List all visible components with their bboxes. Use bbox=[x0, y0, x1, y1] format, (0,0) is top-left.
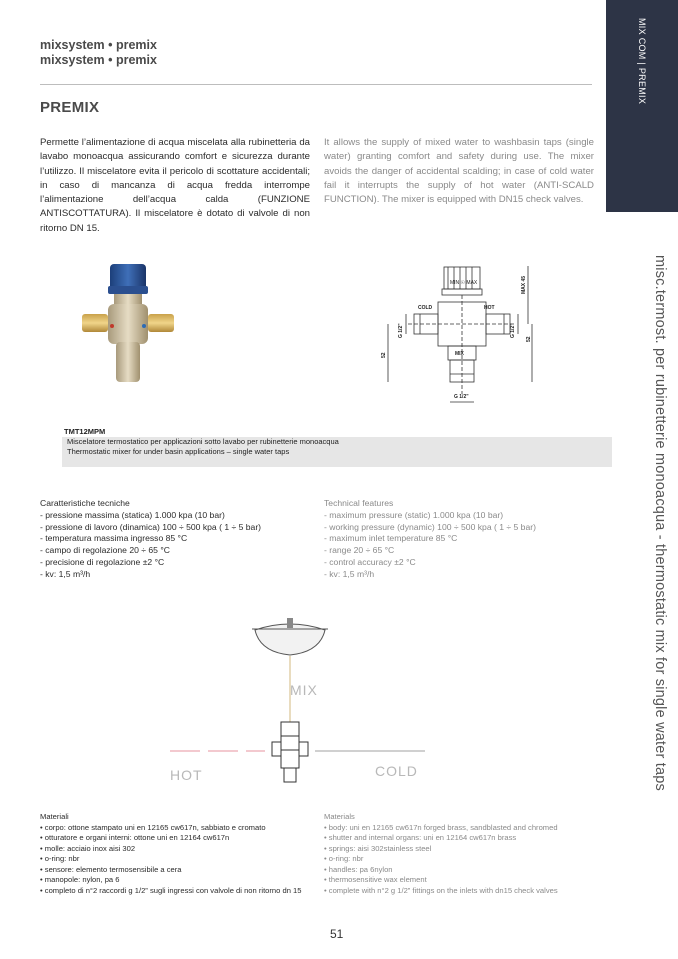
list-item: • molle: acciaio inox aisi 302 bbox=[40, 843, 136, 853]
installation-schema bbox=[160, 610, 440, 800]
features-it bbox=[40, 498, 261, 581]
list-item: - campo di regolazione 20 ÷ 65 °C bbox=[40, 545, 170, 556]
list-item: - kv: 1,5 m³/h bbox=[40, 568, 91, 579]
materials-it-title: Materiali bbox=[40, 812, 69, 821]
drawing-thread-left: G 1/2" bbox=[398, 323, 404, 338]
header-divider bbox=[40, 84, 592, 85]
brand-header bbox=[40, 38, 157, 68]
list-item: • o-ring: nbr bbox=[324, 854, 364, 863]
schema-hot-label: HOT bbox=[170, 767, 203, 783]
drawing-dim-left: 52 bbox=[381, 352, 387, 358]
list-item: - control accuracy ±2 °C bbox=[324, 556, 416, 567]
list-item: - precisione di regolazione ±2 °C bbox=[40, 556, 165, 567]
product-desc-it: Miscelatore termostatico per applicazioni sotto lavabo per rubinetterie monoacqua bbox=[67, 437, 339, 446]
schema-cold-label: COLD bbox=[375, 763, 418, 779]
product-desc-en: Thermostatic mixer for under basin applications – single water taps bbox=[67, 447, 290, 456]
list-item: • completo di n°2 raccordi g 1/2” sugli ingressi con valvole di non ritorno dn 15 bbox=[40, 885, 302, 895]
list-item: • handles: pa 6nylon bbox=[324, 864, 393, 874]
mixer-icon bbox=[272, 722, 308, 782]
list-item: • springs: aisi 302stainless steel bbox=[324, 843, 432, 853]
brand-line-2: mixsystem • premix bbox=[40, 53, 157, 67]
drawing-mix-label: MIX bbox=[455, 351, 464, 357]
list-item: • o-ring: nbr bbox=[40, 854, 80, 863]
drawing-cold-label: COLD bbox=[418, 305, 433, 311]
materials-en-title: Materials bbox=[324, 812, 355, 821]
materials-en bbox=[324, 812, 604, 896]
page-number: 51 bbox=[330, 927, 344, 941]
drawing-dim-right: 52 bbox=[526, 336, 532, 342]
drawing-thread-bottom: G 1/2" bbox=[454, 394, 469, 400]
side-tab bbox=[606, 0, 678, 212]
schema-mix-label: MIX bbox=[290, 682, 318, 698]
technical-drawing bbox=[380, 262, 550, 412]
list-item: - pressione di lavoro (dinamica) 100 ÷ 500 kpa ( 1 ÷ 5 bar) bbox=[40, 521, 262, 532]
features-it-title: Caratteristiche tecniche bbox=[40, 498, 130, 508]
list-item: • corpo: ottone stampato uni en 12165 cw617n, sabbiato e cromato bbox=[40, 822, 266, 832]
features-en-title: Technical features bbox=[324, 498, 394, 508]
list-item: • body: uni en 12165 cw617n forged brass, sandblasted and chromed bbox=[324, 822, 558, 832]
tap-icon bbox=[287, 618, 293, 628]
features-en bbox=[324, 498, 536, 581]
intro-en: It allows the supply of mixed water to washbasin taps (single water) granting comfort and safety during use. The mixer avoids the danger of accidental scalding; in case of cold water fail it interrupts the supply of hot water (ANTI-SCALD FUNCTION). The mixer is equipped with DN15 check valves. bbox=[324, 137, 594, 206]
product-photo bbox=[78, 262, 178, 387]
drawing-thread-right: G 1/2" bbox=[510, 323, 516, 338]
list-item: • otturatore e organi interni: ottone uni en 12164 cw617n bbox=[40, 833, 230, 842]
brand-line-1: mixsystem • premix bbox=[40, 38, 157, 52]
list-item: - maximum pressure (static) 1.000 kpa (10 bar) bbox=[324, 509, 504, 520]
product-code: TMT12MPM bbox=[64, 427, 106, 436]
list-item: • manopole: nylon, pa 6 bbox=[40, 875, 120, 884]
drawing-min-max: MIN ☉ MAX bbox=[450, 280, 478, 286]
side-title: misc.termost. per rubinetterie monoacqua - thermostatic mix for single water taps bbox=[652, 255, 668, 791]
list-item: • shutter and internal organs: uni en 12164 cw617n brass bbox=[324, 833, 517, 842]
list-item: - maximum inlet temperature 85 °C bbox=[324, 533, 458, 544]
list-item: - working pressure (dynamic) 100 ÷ 500 kpa ( 1 ÷ 5 bar) bbox=[324, 521, 536, 532]
intro-it: Permette l’alimentazione di acqua miscelata alla rubinetteria da lavabo monoacqua assicurando comfort e sicurezza durante l’utilizzo. Il miscelatore evita il pericolo di scottature accidentali; in caso di mancanza di acqua fredda interrompe l’alimentazione dell’acqua calda (FUNZIONE ANTISCOTTATURA). Il miscelatore è dotato di valvole di non ritorno DN 15. bbox=[40, 137, 310, 234]
list-item: - pressione massima (statica) 1.000 kpa (10 bar) bbox=[40, 509, 225, 520]
drawing-hot-label: HOT bbox=[484, 305, 495, 311]
list-item: - kv: 1,5 m³/h bbox=[324, 568, 375, 579]
list-item: - temperatura massima ingresso 85 °C bbox=[40, 533, 188, 544]
product-description bbox=[62, 437, 612, 467]
materials-it bbox=[40, 812, 310, 896]
list-item: • complete with n°2 g 1/2” fittings on the inlets with dn15 check valves bbox=[324, 885, 558, 895]
drawing-max45: MAX 45 bbox=[521, 275, 527, 294]
list-item: - range 20 ÷ 65 °C bbox=[324, 545, 395, 556]
side-tab-label: MIX COM | PREMIX bbox=[637, 18, 647, 105]
list-item: • sensore: elemento termosensibile a cera bbox=[40, 864, 182, 874]
section-title: PREMIX bbox=[40, 99, 100, 116]
list-item: • thermosensitive wax element bbox=[324, 875, 427, 884]
